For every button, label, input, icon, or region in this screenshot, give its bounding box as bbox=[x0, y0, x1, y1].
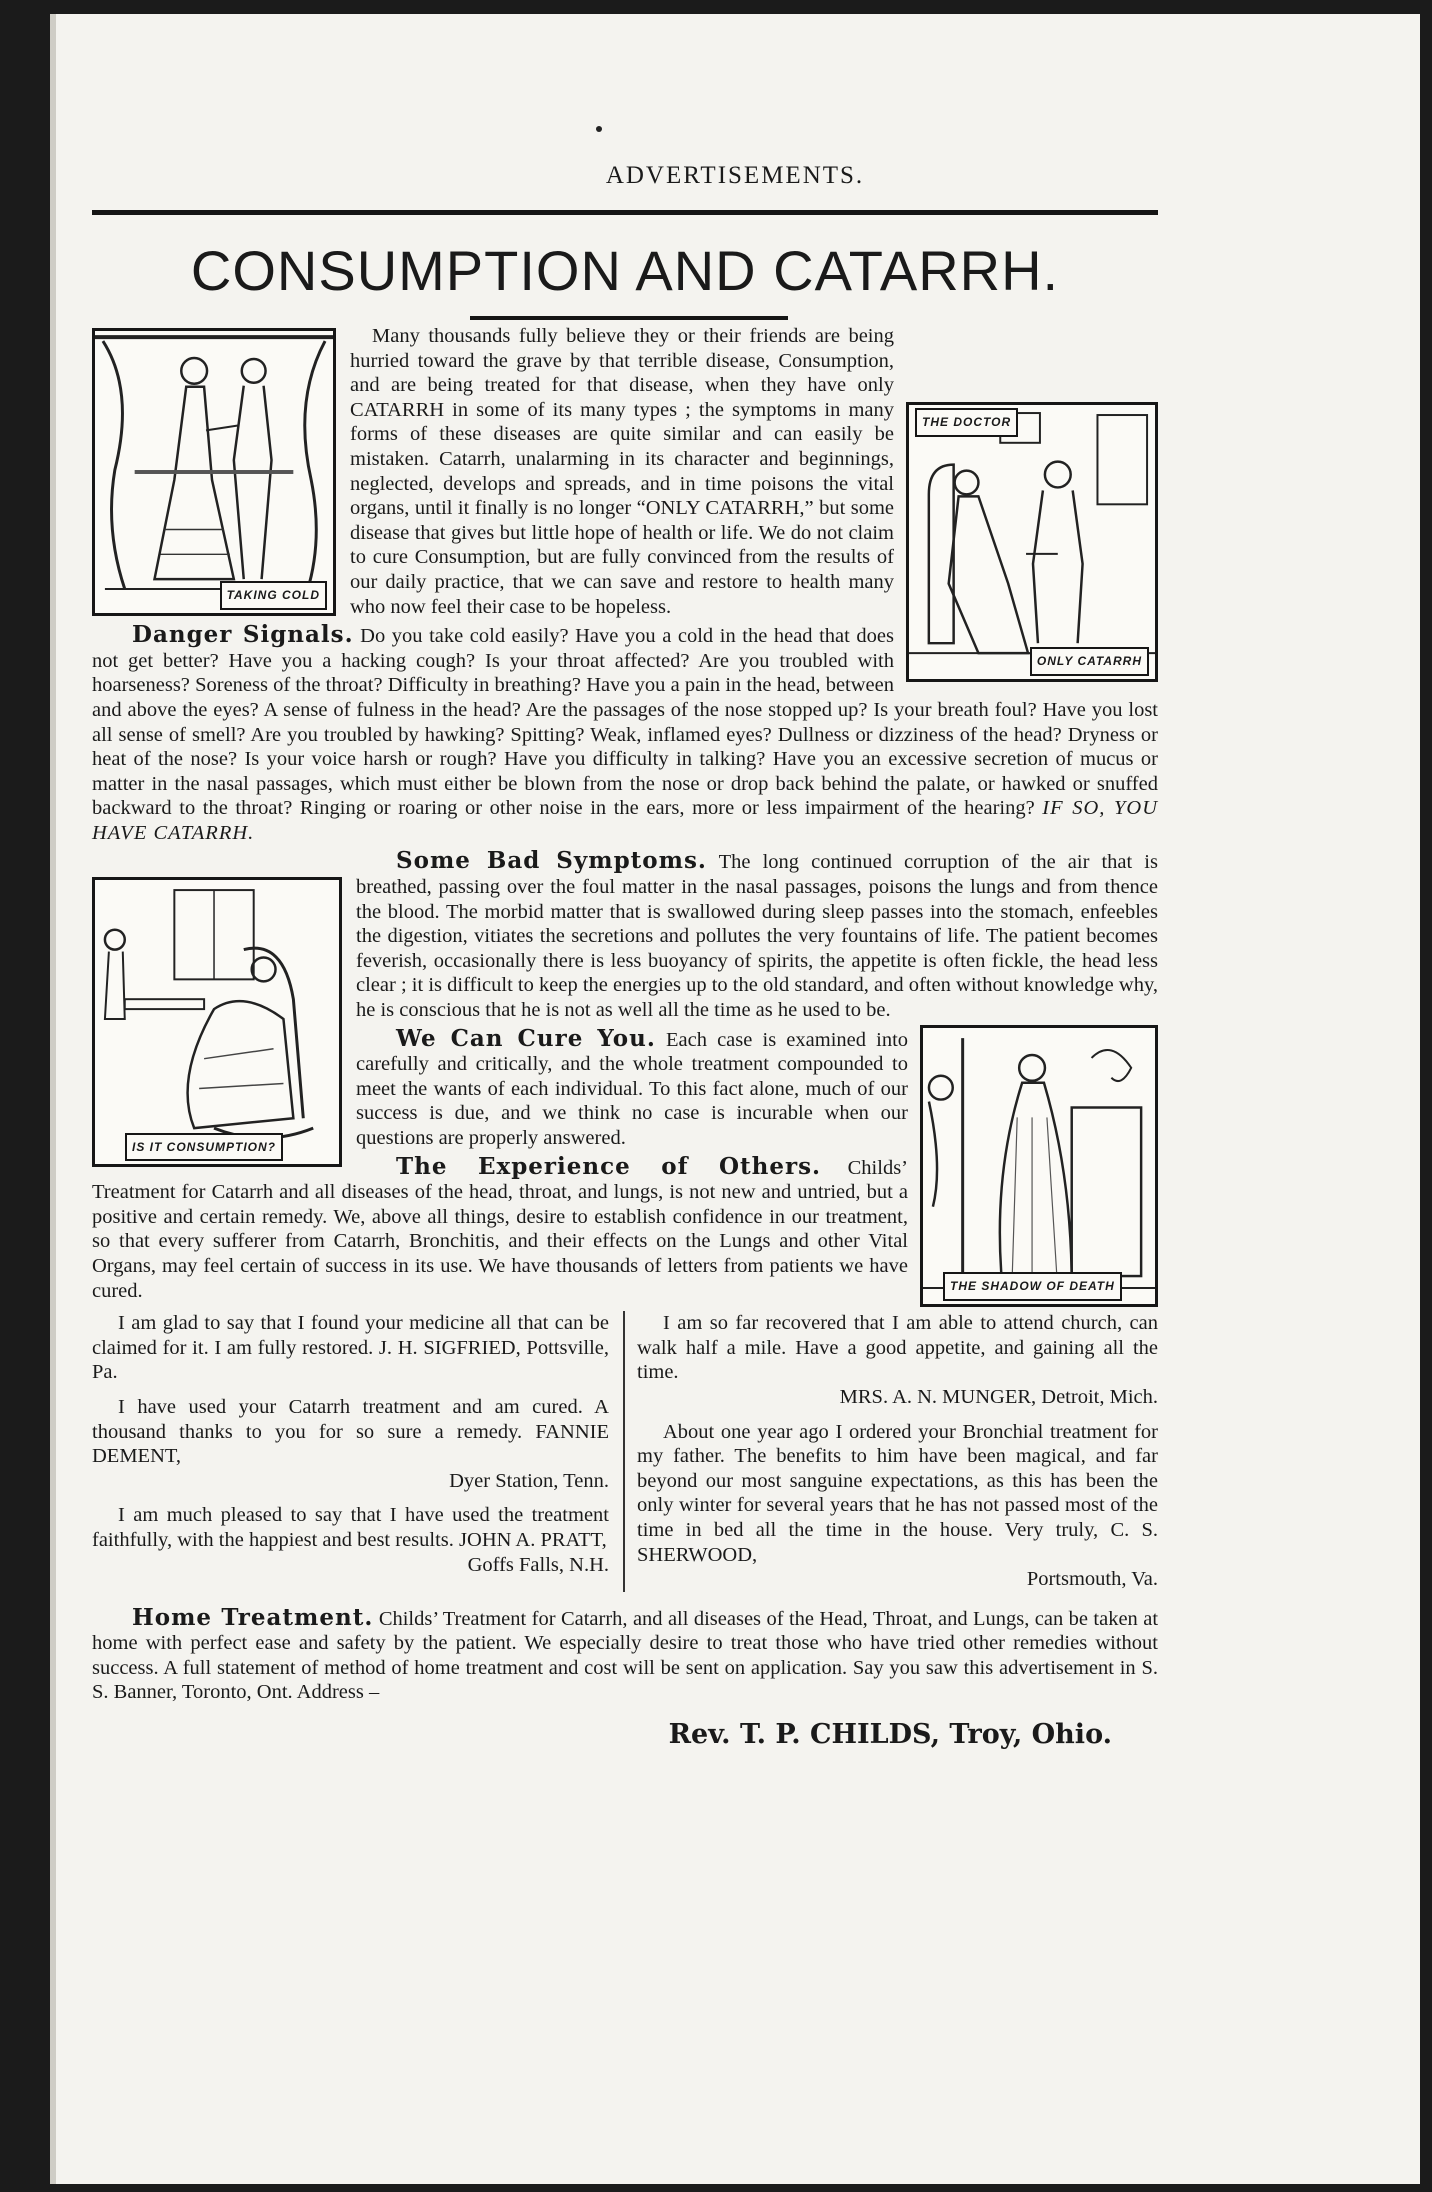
testimonial-1-signature: J. H. SIGFRIED, Pottsville, Pa. bbox=[92, 1336, 610, 1384]
page-spine bbox=[50, 14, 56, 2184]
testimonial-4-text: I am so far recovered that I am able to attend church, can walk half a mile. Have a good appetite, and gaining all the time. bbox=[637, 1312, 1158, 1384]
testimonial-2-text: I have used your Catarrh treatment and am cured. A thousand thanks to you for so sure a remedy. bbox=[92, 1395, 609, 1443]
testimonial-1-text: I am glad to say that I found your medicine all that can be claimed for it. I am fully restored. bbox=[92, 1312, 609, 1359]
testimonials bbox=[92, 1311, 1158, 1592]
shadow-of-death-illustration bbox=[920, 1025, 1158, 1307]
printer-dot bbox=[596, 126, 602, 132]
testimonial-5-text: About one year ago I ordered your Bronchial treatment for my father. The benefits to him have been magical, and far beyond our most sanguine expectations, as this has been the only winter for several years that he has not passed most of the time in bed all the time in the house. Very truly, bbox=[637, 1420, 1158, 1541]
home-treatment-text: Childs’ Treatment for Catarrh, and all diseases of the Head, Throat, and Lungs, can be taken at home with perfect ease and safety by the patient. We especially desire to treat those who have tried other remedies without success. A full statement of method of home treatment and cost will be sent on application. Say you saw this advertisement in S. S. Banner, Toronto, Ont. Address – bbox=[92, 1607, 1159, 1704]
testimonials-right-column bbox=[625, 1311, 1158, 1592]
only-catarrh-illustration bbox=[906, 402, 1158, 682]
shadow-of-death-caption: THE SHADOW OF DEATH bbox=[943, 1272, 1122, 1301]
bad-symptoms-heading: Some Bad Symptoms. bbox=[396, 847, 707, 875]
testimonial-3-text: I am much pleased to say that I have used the treatment faithfully, with the happiest and best results. bbox=[92, 1504, 609, 1551]
testimonial-5 bbox=[637, 1420, 1158, 1568]
testimonial-4 bbox=[637, 1311, 1158, 1385]
bad-symptoms-text: The long continued corruption of the air that is breathed, passing over the foul matter in the nasal passages, poisons the lungs and from thence the blood. The morbid matter that is swallowed during sleep passes into the stomach, enfeebles the digestion, vitiates the secretions and pollutes the very fountains of life. The patient becomes feverish, occasionally there is less buoyancy of spirits, the appetite is often fickle, the head less clear ; it is difficult to keep the energies up to the old standard, and often without knowledge why, he is conscious that he is not as well all the time as he used to be. bbox=[356, 851, 1158, 1022]
shadow-of-death-drawing bbox=[923, 1028, 1155, 1304]
only-catarrh-caption: ONLY CATARRH bbox=[1030, 647, 1149, 676]
testimonials-left-column bbox=[92, 1311, 625, 1592]
address-signature: Rev. T. P. CHILDS, Troy, Ohio. bbox=[668, 1719, 1112, 1751]
taking-cold-illustration bbox=[92, 328, 336, 616]
home-treatment-paragraph bbox=[92, 1603, 1159, 1705]
testimonial-5-place: Portsmouth, Va. bbox=[1026, 1568, 1158, 1591]
cure-text: Each case is examined into carefully and critically, and the whole treatment compounded to meet the wants of each individual. To this fact alone, much of our success is due, and we think no case is incurable when our questions are properly answered. bbox=[356, 1028, 909, 1149]
title-underline bbox=[470, 316, 788, 320]
doctor-caption: THE DOCTOR bbox=[915, 408, 1018, 437]
danger-signals-text: Do you take cold easily? Have you a cold in the head that does not get better? Have you a hacking cough? Is your throat affected? Are you troubled with hoarseness? Soreness of the throat? Difficulty in breathing? Have you a pain in the head, between and above the eyes? A sense of fulness in the head? Are the passages of the nose stopped up? Is your breath foul? Have you lost all sense of smell? Are you troubled by hawking? Spitting? Weak, inflamed eyes? Dullness or dizziness of the head? Dryness or heat of the nose? Is your voice harsh or rough? Have you difficulty in talking? Have you an excessive secretion of mucus or matter in the nasal passages, which must either be blown from the nose or drop back behind the palate, or hawked or snuffed backward to the throat? Ringing or roaring or other noise in the ears, more or less impairment of the hearing? bbox=[92, 625, 1158, 820]
advertisement-page bbox=[50, 14, 1420, 2184]
testimonial-3-signature: JOHN A. PRATT, bbox=[459, 1528, 607, 1551]
taking-cold-caption: TAKING COLD bbox=[220, 581, 327, 610]
testimonial-2 bbox=[92, 1395, 609, 1469]
cure-heading: We Can Cure You. bbox=[396, 1024, 656, 1052]
testimonial-2-place: Dyer Station, Tenn. bbox=[449, 1469, 609, 1492]
experience-heading: The Experience of Others. bbox=[396, 1152, 822, 1180]
danger-signals-closing: IF SO, YOU HAVE CATARRH. bbox=[92, 797, 1158, 844]
experience-text: Childs’ Treatment for Catarrh and all diseases of the head, throat, and lungs, is not new and untried, but a positive and certain remedy. We, above all things, desire to establish confidence in our treatment, so that every sufferer from Catarrh, Bronchitis, and their effects on the Lungs and other Vital Organs, may feel certain of success in its use. We have thousands of letters from patients we have cured. bbox=[92, 1156, 908, 1302]
testimonial-3 bbox=[92, 1503, 609, 1552]
running-head: ADVERTISEMENTS. bbox=[605, 162, 865, 189]
consumption-drawing bbox=[95, 880, 339, 1164]
home-treatment-heading: Home Treatment. bbox=[132, 1603, 374, 1631]
is-it-consumption-caption: IS IT CONSUMPTION? bbox=[125, 1133, 283, 1162]
is-it-consumption-illustration bbox=[92, 877, 342, 1167]
danger-signals-heading: Danger Signals. bbox=[132, 621, 354, 649]
testimonial-4-signature: MRS. A. N. MUNGER, Detroit, Mich. bbox=[839, 1385, 1158, 1408]
article-body bbox=[92, 324, 1159, 1751]
top-rule bbox=[92, 210, 1158, 215]
testimonial-1 bbox=[92, 1311, 609, 1385]
doctor-drawing bbox=[909, 405, 1155, 679]
taking-cold-drawing bbox=[95, 331, 333, 613]
testimonial-5-signature: C. S. SHERWOOD, bbox=[637, 1518, 1159, 1566]
page-title: CONSUMPTION AND CATARRH. bbox=[190, 239, 1060, 302]
testimonial-2-signature: FANNIE DEMENT, bbox=[92, 1420, 610, 1468]
intro-text: Many thousands fully believe they or their friends are being hurried toward the grave by that terrible disease, Consumption, and are being treated for that disease, when they have only CATARRH in some of its many types ; the symptoms in many forms of these diseases are quite similar and can easily be mistaken. Catarrh, unalarming in its character and beginnings, neglected, develops and spreads, and in time poisons the vital organs, until it finally is no longer “ONLY CATARRH,” but some disease that gives but little hope of health or life. We do not claim to cure Consumption, but are fully convinced from the results of our daily practice, that we can save and restore to health many who now feel their case to be hopeless. bbox=[350, 325, 894, 618]
testimonial-3-place: Goffs Falls, N.H. bbox=[467, 1553, 609, 1576]
